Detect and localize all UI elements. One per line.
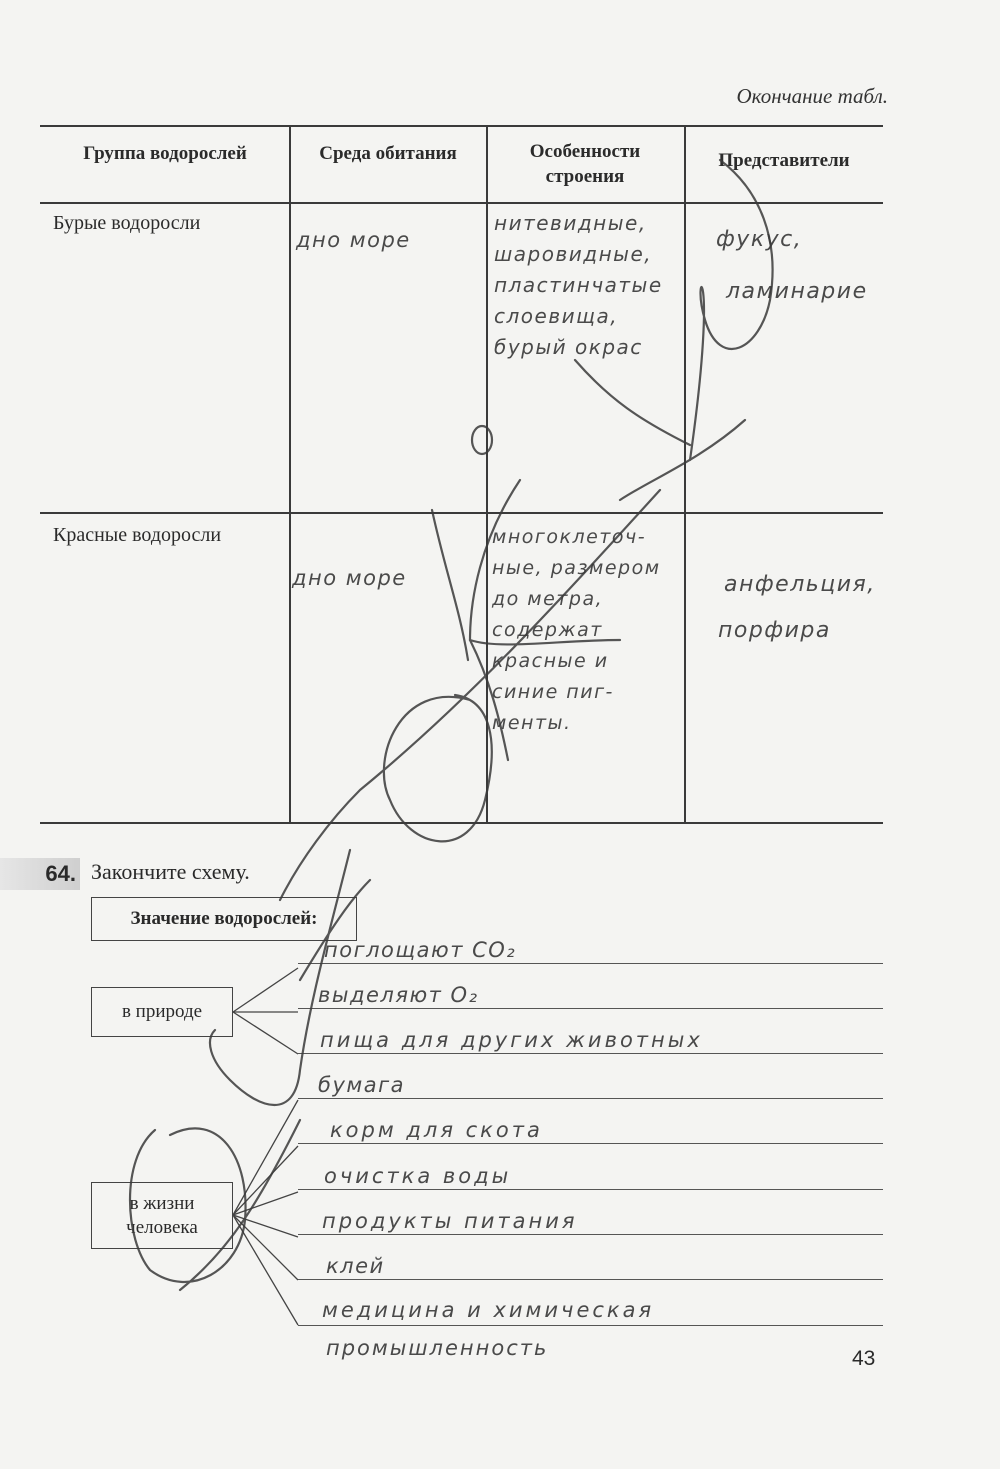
structure-line: слоевища, xyxy=(494,304,619,328)
header-structure: Особенности строения xyxy=(529,141,641,187)
scheme-human-box: в жизни человека xyxy=(91,1182,233,1249)
header-representatives: Представители xyxy=(718,150,850,171)
row-red-habitat: дно море xyxy=(292,566,407,590)
answer-line: бумага xyxy=(318,1073,405,1097)
structure-line: бурый окрас xyxy=(494,335,643,359)
structure-line: красные и xyxy=(492,650,609,672)
representative-line: анфельция, xyxy=(724,572,876,597)
structure-line: синие пиг- xyxy=(492,681,614,703)
answer-line: выделяют O₂ xyxy=(318,983,479,1007)
structure-line: до метра, xyxy=(492,588,604,610)
page-number: 43 xyxy=(852,1347,876,1370)
structure-line: шаровидные, xyxy=(494,242,653,266)
answer-line: пища для других животных xyxy=(320,1028,703,1052)
header-group: Группа водорослей xyxy=(83,143,247,164)
structure-line: ные, размером xyxy=(492,557,661,579)
row-brown-habitat: дно море xyxy=(296,228,411,252)
representative-line: фукус, xyxy=(716,227,803,252)
answer-line: промышленность xyxy=(326,1336,549,1360)
representative-line: порфира xyxy=(718,618,831,643)
task-number: 64. xyxy=(0,858,80,890)
answer-line: поглощают CO₂ xyxy=(324,938,517,962)
structure-line: пластинчатые xyxy=(494,273,663,297)
structure-line: нитевидные, xyxy=(494,211,647,235)
row-brown-group: Бурые водоросли xyxy=(53,212,201,234)
answer-line: клей xyxy=(326,1254,385,1278)
structure-line: многоклеточ- xyxy=(492,526,647,548)
answer-line: медицина и химическая xyxy=(322,1298,655,1322)
continuation-caption: Окончание табл. xyxy=(736,84,888,108)
task-instruction: Закончите схему. xyxy=(91,859,250,884)
answer-line: очистка воды xyxy=(324,1164,512,1188)
header-habitat: Среда обитания xyxy=(319,143,457,164)
row-red-group: Красные водоросли xyxy=(53,524,222,546)
scheme-nature-box: в природе xyxy=(91,987,233,1037)
representative-line: ламинарие xyxy=(726,279,868,304)
scheme-title-box: Значение водорослей: xyxy=(91,897,357,941)
structure-line: менты. xyxy=(492,712,572,734)
answer-line: корм для скота xyxy=(330,1118,543,1142)
answer-line: продукты питания xyxy=(322,1209,578,1233)
structure-line: содержат xyxy=(492,619,603,641)
